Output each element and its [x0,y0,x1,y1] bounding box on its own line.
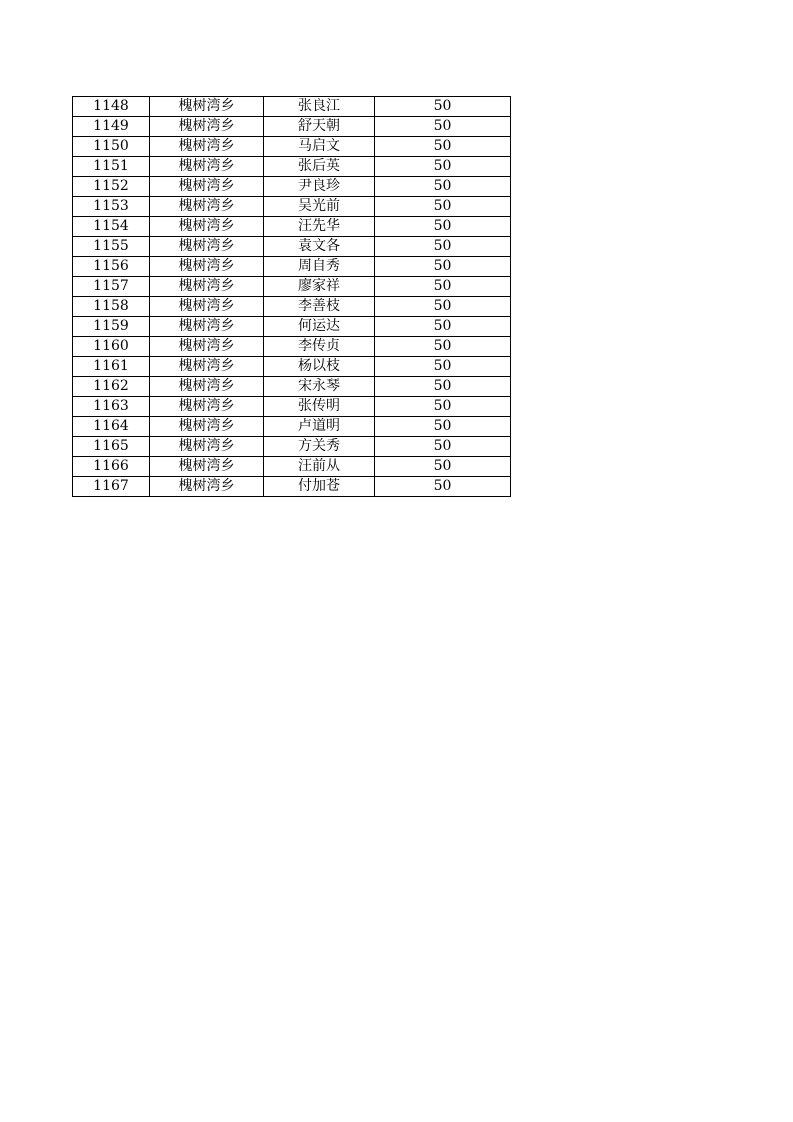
amount-cell: 50 [375,337,511,357]
township-cell: 槐树湾乡 [150,237,264,257]
township-cell: 槐树湾乡 [150,397,264,417]
row-number-cell: 1164 [73,417,150,437]
amount-cell: 50 [375,297,511,317]
table-row [73,317,511,337]
township-cell: 槐树湾乡 [150,317,264,337]
township-cell: 槐树湾乡 [150,157,264,177]
township-cell: 槐树湾乡 [150,337,264,357]
row-number-cell: 1150 [73,137,150,157]
row-number-cell: 1160 [73,337,150,357]
row-number-cell: 1167 [73,477,150,497]
table-row [73,237,511,257]
person-name-cell: 汪先华 [264,217,375,237]
amount-cell: 50 [375,197,511,217]
table-row [73,117,511,137]
table-row [73,97,511,117]
amount-cell: 50 [375,457,511,477]
township-cell: 槐树湾乡 [150,417,264,437]
amount-cell: 50 [375,177,511,197]
table-row [73,337,511,357]
row-number-cell: 1161 [73,357,150,377]
row-number-cell: 1158 [73,297,150,317]
amount-cell: 50 [375,477,511,497]
amount-cell: 50 [375,437,511,457]
person-name-cell: 张传明 [264,397,375,417]
person-name-cell: 李传贞 [264,337,375,357]
township-cell: 槐树湾乡 [150,257,264,277]
township-cell: 槐树湾乡 [150,97,264,117]
person-name-cell: 方关秀 [264,437,375,457]
person-name-cell: 廖家祥 [264,277,375,297]
amount-cell: 50 [375,377,511,397]
person-name-cell: 尹良珍 [264,177,375,197]
person-name-cell: 张良江 [264,97,375,117]
amount-cell: 50 [375,277,511,297]
table-row [73,157,511,177]
row-number-cell: 1151 [73,157,150,177]
person-name-cell: 李善枝 [264,297,375,317]
person-name-cell: 袁文各 [264,237,375,257]
row-number-cell: 1163 [73,397,150,417]
person-name-cell: 张后英 [264,157,375,177]
table-row [73,137,511,157]
table-row [73,177,511,197]
amount-cell: 50 [375,317,511,337]
amount-cell: 50 [375,97,511,117]
township-cell: 槐树湾乡 [150,357,264,377]
township-cell: 槐树湾乡 [150,437,264,457]
table-row [73,477,511,497]
township-cell: 槐树湾乡 [150,137,264,157]
person-name-cell: 卢道明 [264,417,375,437]
row-number-cell: 1156 [73,257,150,277]
row-number-cell: 1154 [73,217,150,237]
row-number-cell: 1159 [73,317,150,337]
person-name-cell: 马启文 [264,137,375,157]
amount-cell: 50 [375,117,511,137]
township-cell: 槐树湾乡 [150,197,264,217]
row-number-cell: 1153 [73,197,150,217]
township-cell: 槐树湾乡 [150,217,264,237]
roster-table-body [73,97,511,497]
person-name-cell: 宋永琴 [264,377,375,397]
row-number-cell: 1162 [73,377,150,397]
row-number-cell: 1149 [73,117,150,137]
person-name-cell: 何运达 [264,317,375,337]
township-cell: 槐树湾乡 [150,177,264,197]
table-row [73,417,511,437]
township-cell: 槐树湾乡 [150,277,264,297]
row-number-cell: 1155 [73,237,150,257]
person-name-cell: 吴光前 [264,197,375,217]
amount-cell: 50 [375,157,511,177]
person-name-cell: 杨以枝 [264,357,375,377]
township-cell: 槐树湾乡 [150,457,264,477]
row-number-cell: 1166 [73,457,150,477]
roster-table [72,96,511,497]
row-number-cell: 1148 [73,97,150,117]
township-cell: 槐树湾乡 [150,117,264,137]
table-row [73,217,511,237]
table-row [73,437,511,457]
row-number-cell: 1152 [73,177,150,197]
table-row [73,257,511,277]
amount-cell: 50 [375,417,511,437]
table-row [73,357,511,377]
amount-cell: 50 [375,257,511,277]
person-name-cell: 周自秀 [264,257,375,277]
amount-cell: 50 [375,237,511,257]
township-cell: 槐树湾乡 [150,377,264,397]
table-row [73,197,511,217]
table-row [73,457,511,477]
township-cell: 槐树湾乡 [150,477,264,497]
row-number-cell: 1157 [73,277,150,297]
amount-cell: 50 [375,397,511,417]
table-row [73,297,511,317]
person-name-cell: 舒天朝 [264,117,375,137]
row-number-cell: 1165 [73,437,150,457]
table-row [73,397,511,417]
person-name-cell: 汪前从 [264,457,375,477]
table-row [73,277,511,297]
amount-cell: 50 [375,217,511,237]
person-name-cell: 付加苍 [264,477,375,497]
amount-cell: 50 [375,357,511,377]
amount-cell: 50 [375,137,511,157]
township-cell: 槐树湾乡 [150,297,264,317]
table-row [73,377,511,397]
